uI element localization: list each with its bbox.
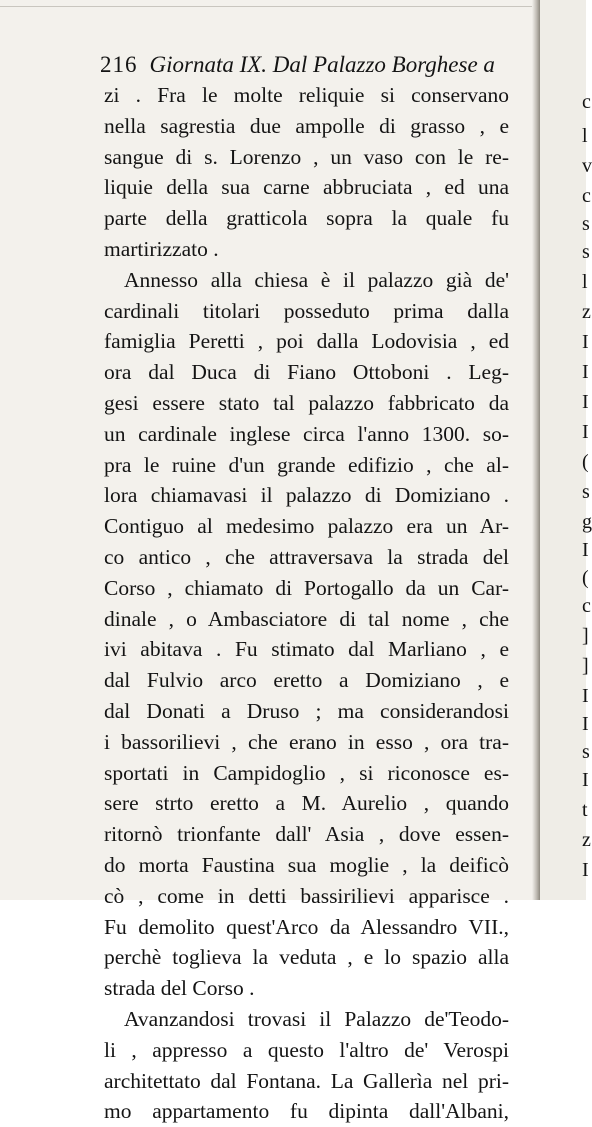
text-line: perchè toglieva la veduta , e lo spazio alla [104,945,509,970]
text-line: mo appartamento fu dipinta dall'Albani, [104,1099,509,1124]
text-line: liquie della sua carne abbruciata , ed una [104,175,509,200]
text-line: architettato dal Fontana. La Gallerìa nel pri- [104,1068,509,1093]
edge-glyph: I [582,421,589,443]
edge-glyph: s [582,741,590,763]
text-line: Contiguo al medesimo palazzo era un Ar- [104,514,509,539]
text-line: zi . Fra le molte reliquie si conservano [104,83,509,107]
text-line: ora dal Duca di Fiano Ottoboni . Leg- [104,360,509,385]
edge-glyph: I [582,391,589,413]
edge-glyph: s [582,213,590,235]
edge-glyph: s [582,481,590,503]
edge-glyph: g [582,511,592,533]
page-top-edge [0,6,586,7]
edge-glyph: I [582,685,589,707]
edge-glyph: z [582,829,591,851]
text-line: Annesso alla chiesa è il palazzo già de' [124,267,509,292]
text-line: dal Donati a Druso ; ma considerandosi [104,698,509,723]
edge-glyph: ( [582,567,589,589]
text-line: dal Fulvio arco eretto a Domiziano , e [104,668,509,693]
text-line: cò , come in detti bassirilievi apparisce . [104,883,509,908]
body-text [104,80,509,1127]
edge-glyph: ] [582,625,589,647]
page-number: 216 [100,52,138,77]
text-line: sportati in Campidoglio , si riconosce es- [104,760,509,785]
edge-glyph: v [582,155,592,177]
edge-glyph: I [582,769,589,791]
text-line: cardinali titolari posseduto prima dalla [104,298,509,323]
running-title: Giornata IX. Dal Palazzo Borghese a [149,52,495,77]
edge-glyph: ] [582,655,589,677]
text-line: gesi essere stato tal palazzo fabbricato da [104,390,509,415]
text-line: sere strto eretto a M. Aurelio , quando [104,791,509,816]
text-line: ritornò trionfante dall' Asia , dove essen- [104,822,509,847]
edge-glyph: c [582,91,591,113]
text-line: un cardinale inglese circa l'anno 1300. so- [104,421,509,446]
edge-glyph: z [582,301,591,323]
text-line: i bassorilievi , che erano in esso , ora tra- [104,729,509,754]
edge-glyph: s [582,241,590,263]
edge-glyph: l [582,271,588,293]
edge-glyph: I [582,331,589,353]
adjacent-page-edge [540,0,592,900]
book-gutter [532,0,540,900]
text-line: ivi abitava . Fu stimato dal Marliano , e [104,637,509,662]
edge-glyph: c [582,595,591,617]
text-line: famiglia Peretti , poi dalla Lodovisia , ed [104,329,509,354]
text-line: Avanzandosi trovasi il Palazzo de'Teodo- [124,1006,509,1031]
edge-glyph: I [582,539,589,561]
text-line: lora chiamavasi il palazzo di Domiziano . [104,483,509,508]
text-line: dinale , o Ambasciatore di tal nome , che [104,606,509,631]
running-header [100,52,520,82]
text-line: pra le ruine d'un grande edifizio , che al- [104,452,509,477]
text-line: sangue di s. Lorenzo , un vaso con le re- [104,144,509,169]
text-line: li , appresso a questo l'altro de' Verospi [104,1037,509,1062]
text-line: nella sagrestia due ampolle di grasso , e [104,113,509,138]
edge-glyph: t [582,799,588,821]
edge-glyph: I [582,713,589,735]
text-line: Corso , chiamato di Portogallo da un Car- [104,575,509,600]
text-line: do morta Faustina sua moglie , la deificò [104,852,509,877]
edge-glyph: c [582,185,591,207]
text-line: parte della gratticola sopra la quale fu [104,206,509,231]
edge-glyph: I [582,361,589,383]
text-line: Fu demolito quest'Arco da Alessandro VII., [104,914,509,939]
text-line: martirizzato . [104,236,219,261]
text-line: co antico , che attraversava la strada del [104,544,509,569]
edge-glyph: I [582,859,589,881]
edge-glyph: l [582,125,588,147]
edge-glyph: ( [582,451,589,473]
text-line: strada del Corso . [104,976,255,1001]
